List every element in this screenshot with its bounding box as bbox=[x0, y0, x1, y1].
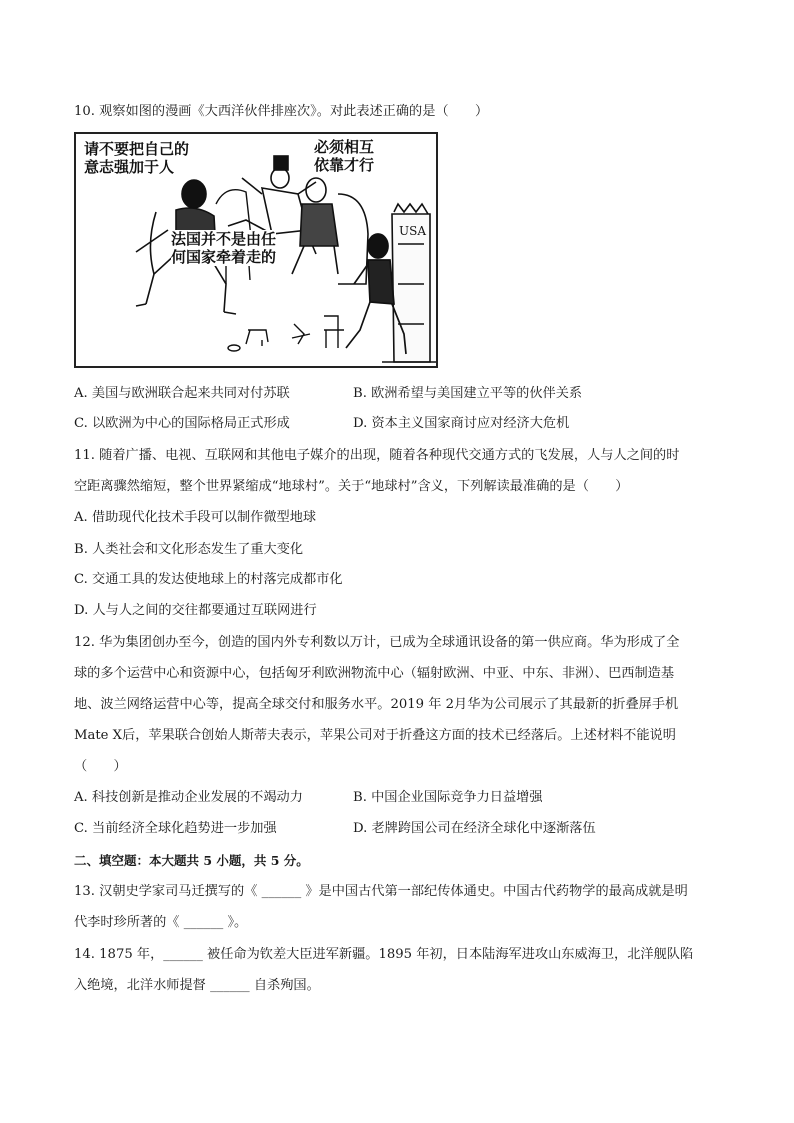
question-12-line1: 12. 华为集团创办至今，创造的国内外专利数以万计，已成为全球通讯设备的第一供应商。华为形成了全 bbox=[74, 635, 680, 650]
cartoon-atlantic-partners bbox=[74, 132, 438, 368]
cartoon-bubble-1-line2: 意志强加于人 bbox=[84, 158, 175, 176]
question-14-line2: 入绝境，北洋水师提督 ______ 自杀殉国。 bbox=[74, 978, 320, 993]
question-11-line2: 空距离骤然缩短，整个世界紧缩成“地球村”。关于“地球村”含义，下列解读最准确的是（ ） bbox=[74, 479, 629, 494]
q11-option-b: B. 人类社会和文化形态发生了重大变化 bbox=[74, 542, 304, 557]
q10-option-c: C. 以欧洲为中心的国际格局正式形成 bbox=[74, 416, 290, 431]
question-14-line1: 14. 1875 年，______ 被任命为钦差大臣进军新疆。1895 年初，日本陆海军进攻山东威海卫，北洋舰队陷 bbox=[74, 947, 694, 962]
q10-option-a: A. 美国与欧洲联合起来共同对付苏联 bbox=[74, 386, 290, 401]
question-13-line1: 13. 汉朝史学家司马迁撰写的《 ______ 》是中国古代第一部纪传体通史。中国古代药物学的最高成就是明 bbox=[74, 884, 688, 899]
small-chairs bbox=[228, 316, 344, 351]
q11-option-a: A. 借助现代化技术手段可以制作微型地球 bbox=[74, 510, 317, 525]
question-12-line3: 地、波兰网络运营中心等，提高全球交付和服务水平。2019 年 2月华为公司展示了其最新的折叠屏手机 bbox=[74, 697, 679, 712]
q12-option-c: C. 当前经济全球化趋势进一步加强 bbox=[74, 821, 277, 836]
question-11-line1: 11. 随着广播、电视、互联网和其他电子媒介的出现，随着各种现代交通方式的飞发展，人与人之间的时 bbox=[74, 448, 680, 463]
q12-option-d: D. 老牌跨国公司在经济全球化中逐渐落伍 bbox=[353, 821, 596, 836]
cartoon-bubble-3-line2: 何国家牵着走的 bbox=[171, 248, 277, 266]
q11-option-d: D. 人与人之间的交往都要通过互联网进行 bbox=[74, 603, 317, 618]
cartoon-chair-label: USA bbox=[399, 224, 426, 238]
question-13-line2: 代李时珍所著的《 ______ 》。 bbox=[74, 915, 248, 930]
question-12-line4: Mate X后，苹果联合创始人斯蒂夫表示，苹果公司对于折叠这方面的技术已经落后。上述材料不能说明 bbox=[74, 728, 676, 743]
question-12-line2: 球的多个运营中心和资源中心，包括匈牙利欧洲物流中心（辐射欧洲、中亚、中东、非洲）、巴西制造基 bbox=[74, 666, 675, 681]
cartoon-bubble-1-line1: 请不要把自己的 bbox=[84, 140, 190, 158]
question-12-line5: （ ） bbox=[74, 759, 127, 774]
cartoon-bubble-3-line1: 法国并不是由任 bbox=[171, 230, 277, 248]
section-2-heading: 二、填空题：本大题共 5 小题，共 5 分。 bbox=[74, 853, 309, 868]
q12-option-b: B. 中国企业国际竞争力日益增强 bbox=[353, 790, 543, 805]
q12-option-a: A. 科技创新是推动企业发展的不竭动力 bbox=[74, 790, 303, 805]
cartoon-bubble-2-line2: 依靠才行 bbox=[314, 156, 375, 174]
q10-option-d: D. 资本主义国家商讨应对经济大危机 bbox=[353, 416, 570, 431]
q11-option-c: C. 交通工具的发达使地球上的村落完成都市化 bbox=[74, 572, 343, 587]
question-10-stem: 10. 观察如图的漫画《大西洋伙伴排座次》。对此表述正确的是（ ） bbox=[74, 104, 489, 119]
cartoon-bubble-2-line1: 必须相互 bbox=[314, 138, 375, 156]
q10-option-b: B. 欧洲希望与美国建立平等的伙伴关系 bbox=[353, 386, 583, 401]
right-seated-figure bbox=[292, 178, 368, 284]
